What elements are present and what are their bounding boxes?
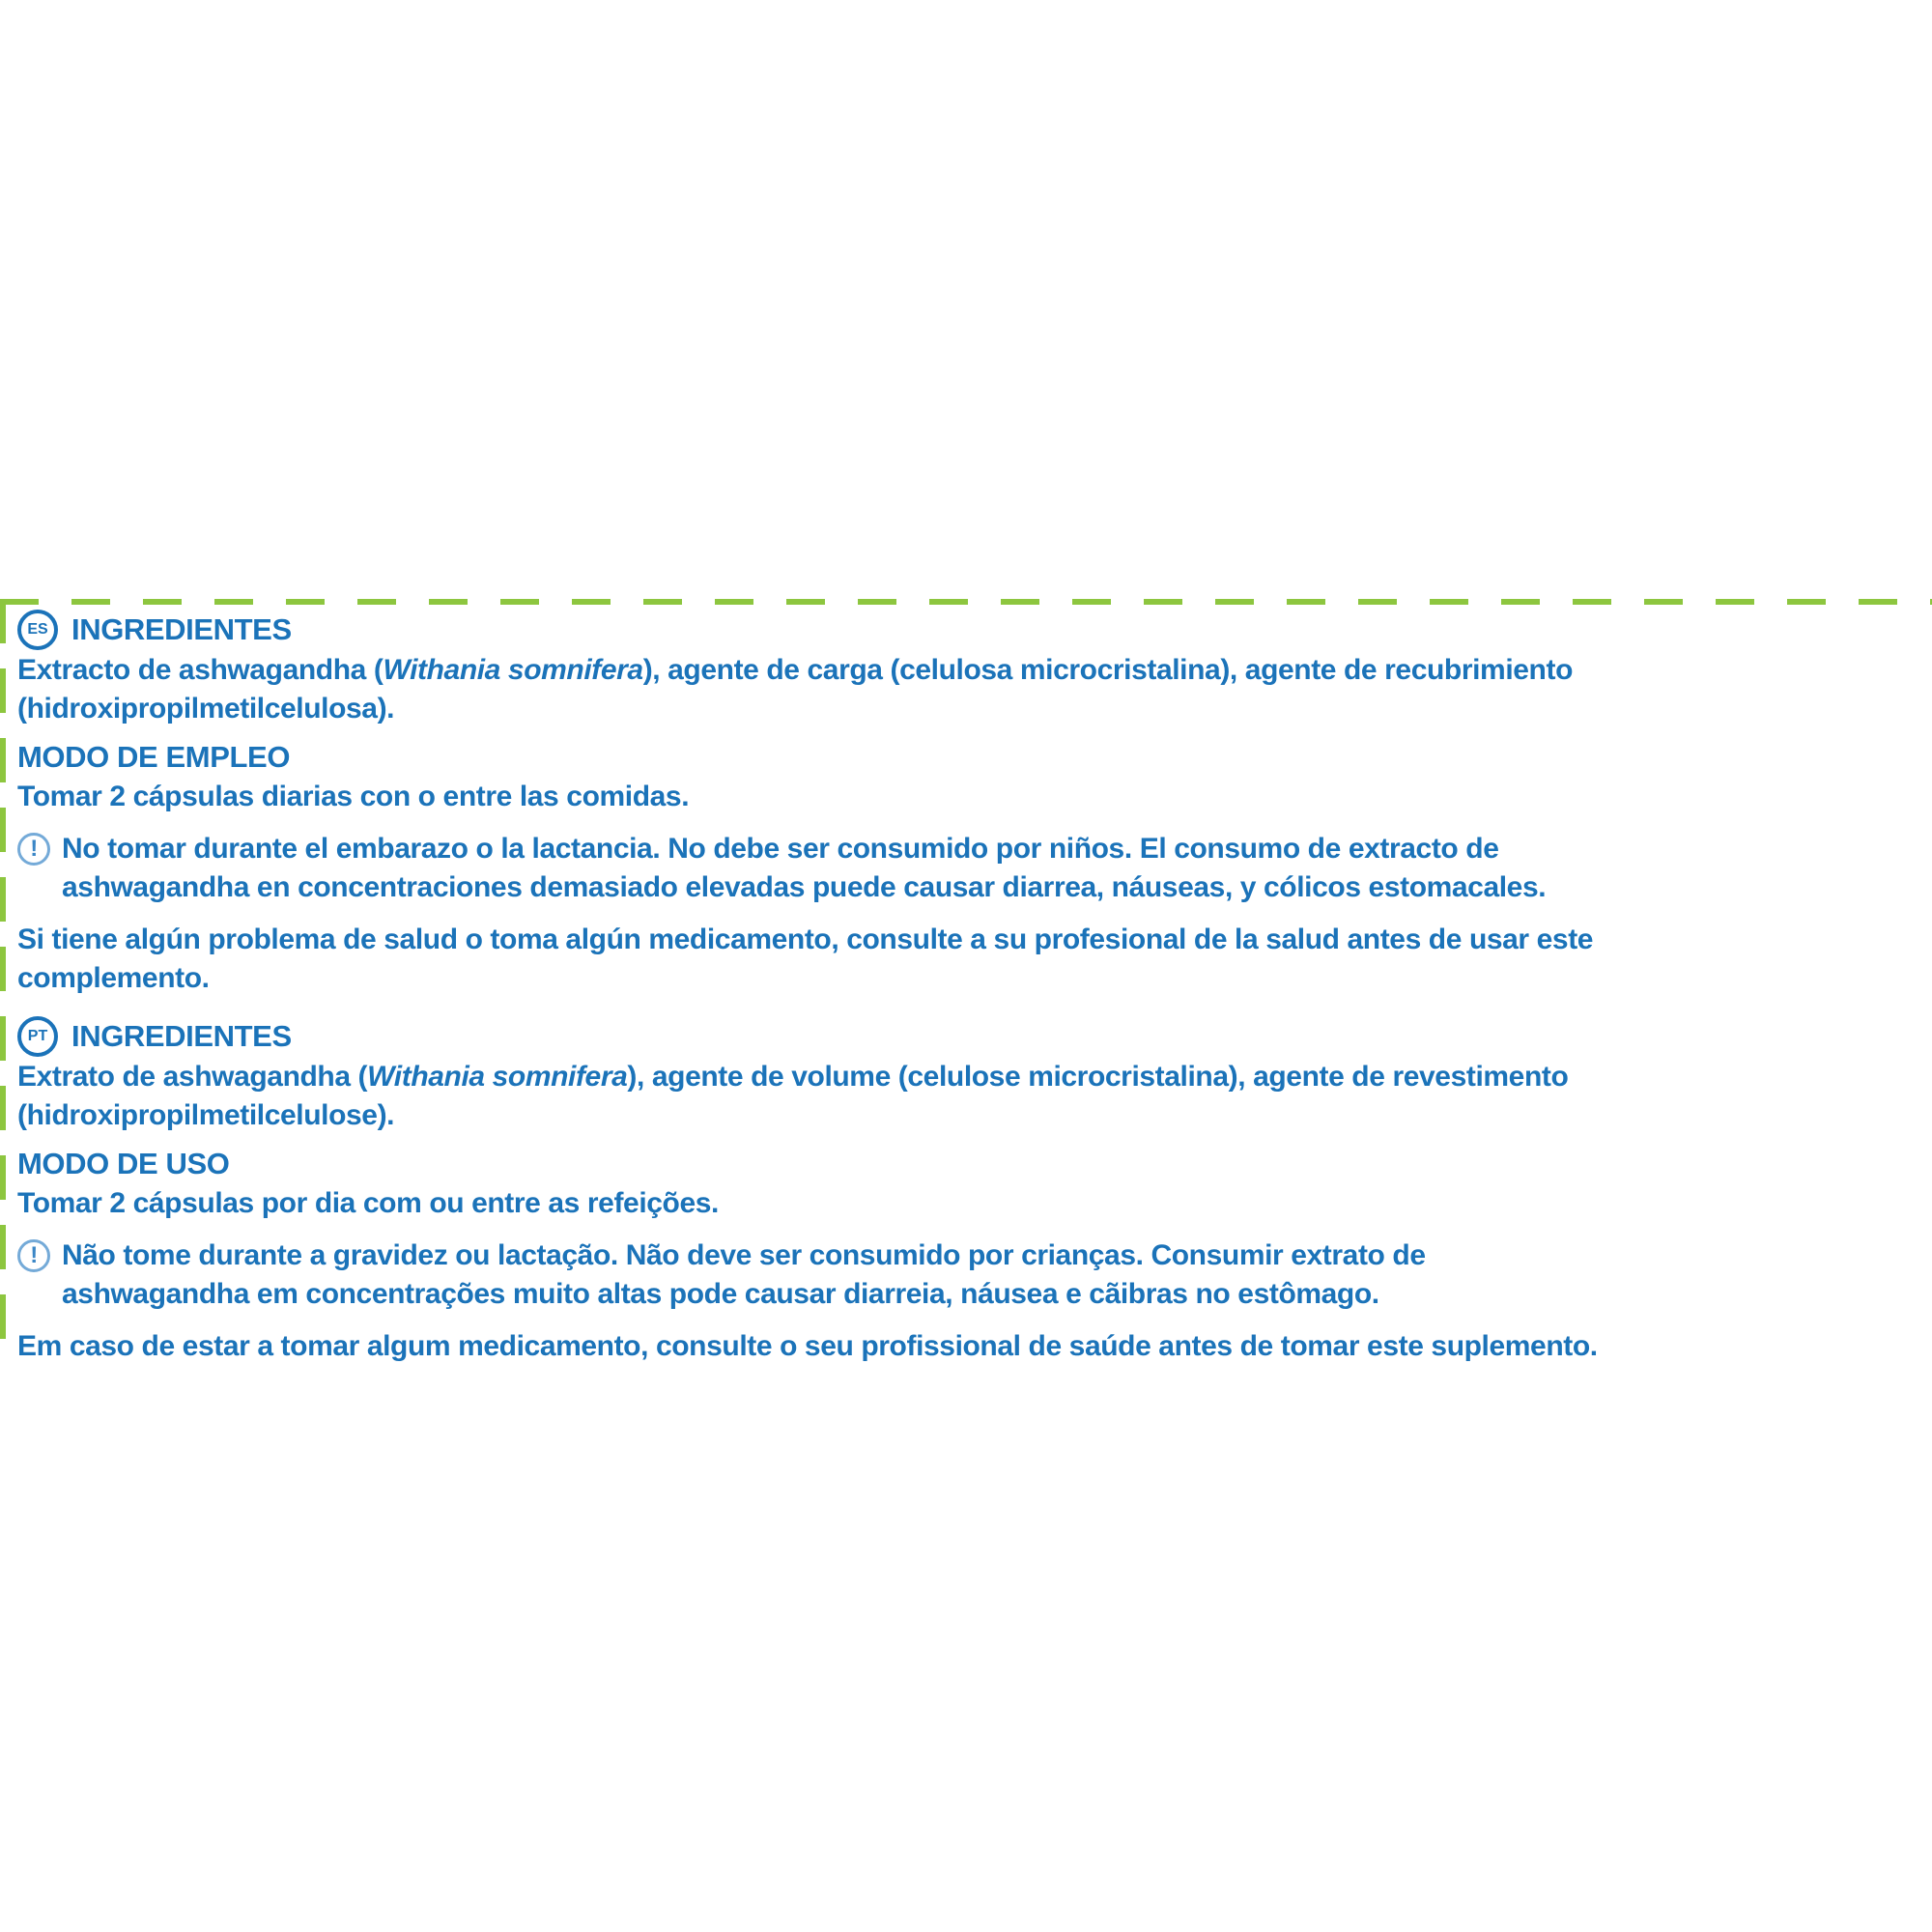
es-warning-block <box>17 830 1922 907</box>
es-species-name: Withania somnifera <box>383 654 643 686</box>
pt-advice-line1: Em caso de estar a tomar algum medicamento, consulte o seu profissional de saúde antes de tomar este suplemento. <box>17 1330 1598 1362</box>
pt-ingredients-text <box>17 1058 1922 1135</box>
es-usage-block <box>17 738 1922 816</box>
pt-ingredients-line1-pre: Extrato de ashwagandha ( <box>17 1061 368 1093</box>
pt-usage-heading: MODO DE USO <box>17 1147 230 1180</box>
pt-warning-text <box>62 1236 1426 1314</box>
pt-advice-text <box>17 1327 1922 1366</box>
section-es <box>17 609 1922 998</box>
es-ingredients-heading-row <box>17 609 1922 651</box>
pt-species-name: Withania somnifera <box>367 1061 628 1093</box>
es-warning-line2: ashwagandha en concentraciones demasiado elevadas puede causar diarrea, náuseas, y cólicos estomacales. <box>62 871 1547 903</box>
pt-ingredients-line1 <box>17 1061 1568 1093</box>
section-pt <box>17 1015 1922 1366</box>
es-language-badge-icon: ES <box>17 610 58 650</box>
pt-ingredients-line2: (hidroxipropilmetilcelulose). <box>17 1099 395 1131</box>
pt-usage-block <box>17 1145 1922 1223</box>
es-warning-line1: No tomar durante el embarazo o la lactancia. No debe ser consumido por niños. El consumo de extracto de <box>62 833 1499 865</box>
es-ingredients-line1-post: ), agente de carga (celulosa microcristalina), agente de recubrimiento <box>642 654 1573 686</box>
pt-language-badge-icon: PT <box>17 1016 58 1057</box>
warning-exclamation-icon: ! <box>17 833 50 866</box>
es-warning-text <box>62 830 1546 907</box>
es-advice-line2: complemento. <box>17 962 210 994</box>
pt-ingredients-heading: INGREDIENTES <box>71 1019 292 1053</box>
green-dashed-top-border <box>0 599 1932 605</box>
es-ingredients-line1 <box>17 654 1573 686</box>
es-advice-text <box>17 921 1922 998</box>
es-usage-text: Tomar 2 cápsulas diarias con o entre las comidas. <box>17 781 690 812</box>
pt-ingredients-line1-post: ), agente de volume (celulose microcristalina), agente de revestimento <box>627 1061 1569 1093</box>
es-ingredients-line2: (hidroxipropilmetilcelulosa). <box>17 693 395 724</box>
pt-warning-line1: Não tome durante a gravidez ou lactação. Não deve ser consumido por crianças. Consumir extrato de <box>62 1239 1426 1271</box>
ingredients-label-panel <box>17 609 1922 1366</box>
warning-exclamation-icon: ! <box>17 1239 50 1272</box>
green-dashed-left-border <box>0 599 6 1352</box>
es-ingredients-text <box>17 651 1922 728</box>
pt-warning-line2: ashwagandha em concentrações muito altas pode causar diarreia, náusea e cãibras no estômago. <box>62 1278 1379 1310</box>
es-advice-line1: Si tiene algún problema de salud o toma algún medicamento, consulte a su profesional de la salud antes de usar este <box>17 923 1594 955</box>
pt-warning-block <box>17 1236 1922 1314</box>
pt-usage-text: Tomar 2 cápsulas por dia com ou entre as refeições. <box>17 1187 719 1219</box>
pt-ingredients-heading-row <box>17 1015 1922 1058</box>
es-ingredients-line1-pre: Extracto de ashwagandha ( <box>17 654 384 686</box>
es-ingredients-heading: INGREDIENTES <box>71 612 292 646</box>
es-usage-heading: MODO DE EMPLEO <box>17 740 291 774</box>
